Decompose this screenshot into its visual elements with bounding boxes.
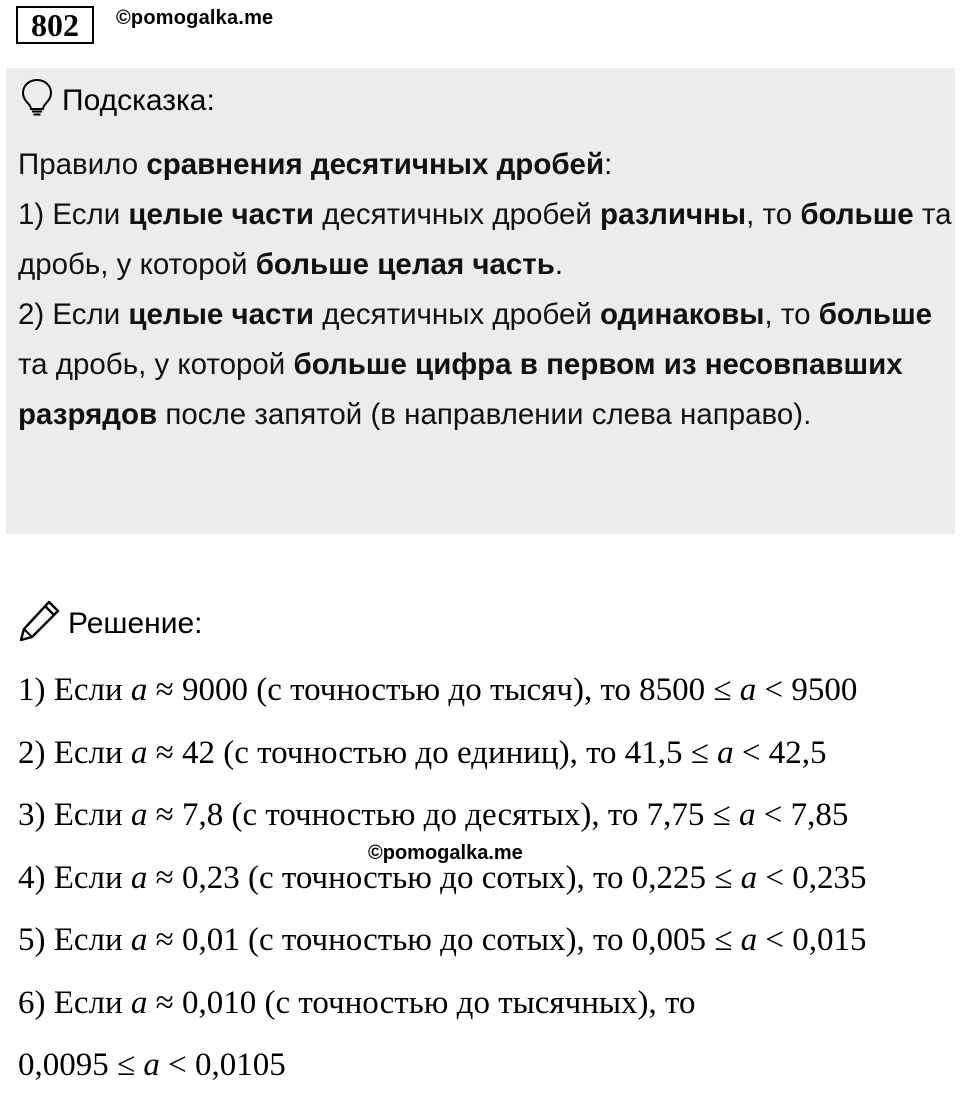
hint-rule-2: 2) Если целые части десятичных дробей одинаковы, то больше та дробь, у которой больше цифра в первом из несовпавших разрядов после запятой (в направлении слева направо).: [18, 298, 933, 431]
hint-title: Подсказка:: [62, 84, 215, 117]
hint-rule-1: 1) Если целые части десятичных дробей различны, то больше та дробь, у которой больше целая часть.: [18, 198, 952, 281]
watermark-top: ©pomogalka.me: [116, 7, 274, 29]
hint-header: [20, 78, 215, 124]
hint-box: [6, 68, 955, 534]
solution-list: [18, 664, 958, 1102]
hint-body: [18, 140, 953, 440]
solution-line-6-cont: 0,0095 ≤ a < 0,0105: [18, 1047, 286, 1083]
solution-line-4: 4) Если a ≈ 0,23 (с точностью до сотых), то 0,225 ≤ a < 0,235: [18, 859, 867, 896]
watermark-middle: ©pomogalka.me: [368, 842, 523, 864]
solution-line-3: 3) Если a ≈ 7,8 (с точностью до десятых), то 7,75 ≤ a < 7,85: [18, 797, 849, 833]
lightbulb-icon: [20, 78, 54, 124]
solution-title: Решение:: [68, 607, 203, 640]
solution-line-5: 5) Если a ≈ 0,01 (с точностью до сотых), то 0,005 ≤ a < 0,015: [18, 922, 867, 958]
pencil-icon: [18, 598, 62, 650]
hint-intro: Правило сравнения десятичных дробей:: [18, 148, 613, 181]
solution-line-6: 6) Если a ≈ 0,010 (с точностью до тысячных), то: [18, 984, 696, 1021]
solution-line-2: 2) Если a ≈ 42 (с точностью до единиц), то 41,5 ≤ a < 42,5: [18, 734, 827, 771]
problem-number: 802: [16, 6, 94, 44]
solution-header: [18, 598, 202, 650]
solution-line-1: 1) Если a ≈ 9000 (с точностью до тысяч), то 8500 ≤ a < 9500: [18, 672, 858, 708]
